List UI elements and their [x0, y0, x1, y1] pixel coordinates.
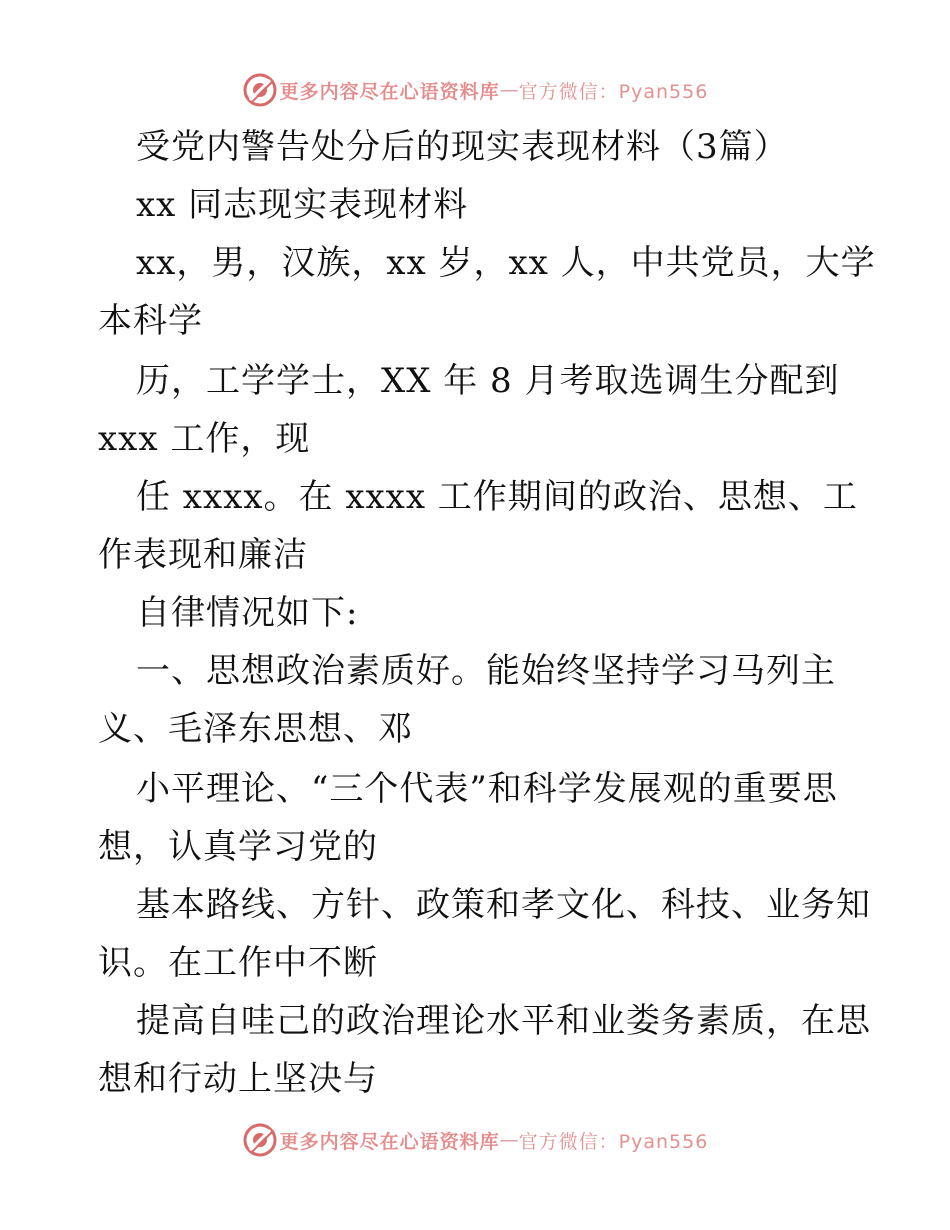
watermark-banner-bottom: [0, 1120, 950, 1160]
brand-logo-icon: [242, 72, 278, 108]
brand-logo-icon: [242, 1122, 278, 1158]
paragraph-line: 识。在工作中不断: [98, 943, 378, 983]
paragraph-line: 一、思想政治素质好。能始终坚持学习马列主: [136, 651, 836, 691]
paragraph-line: 作表现和廉洁: [98, 535, 308, 575]
watermark-separator: —: [499, 1129, 519, 1151]
paragraph-line: 义、毛泽东思想、邓: [98, 709, 413, 749]
paragraph-line: 想，认真学习党的: [98, 827, 378, 867]
paragraph-line: 基本路线、方针、政策和孝文化、科技、业务知: [136, 885, 871, 925]
watermark-official-account: 官方微信：Pyan556: [518, 1130, 709, 1153]
paragraph-line: xxx 工作，现: [98, 419, 311, 459]
paragraph-line: 历，工学学士，XX 年 8 月考取选调生分配到: [136, 361, 840, 401]
document-title: 受党内警告处分后的现实表现材料（3篇）: [136, 127, 789, 167]
watermark-brand-text: 更多内容尽在心语资料库: [279, 1130, 500, 1153]
paragraph-line: 自律情况如下:: [136, 593, 359, 633]
paragraph-line: xx，男，汉族，xx 岁，xx 人，中共党员，大学: [136, 243, 876, 283]
watermark-brand-text: 更多内容尽在心语资料库: [279, 80, 500, 103]
watermark-separator: —: [499, 79, 519, 101]
paragraph-line: 小平理论、“三个代表”和科学发展观的重要思: [136, 769, 838, 809]
paragraph-line: 任 xxxx。在 xxxx 工作期间的政治、思想、工: [136, 477, 858, 517]
watermark-banner-top: [0, 70, 950, 110]
paragraph-line: 想和行动上坚决与: [98, 1059, 378, 1099]
paragraph-line: 本科学: [98, 301, 203, 341]
paragraph-line: 提高自哇己的政治理论水平和业娄务素质，在思: [136, 1001, 871, 1041]
document-subtitle: xx 同志现实表现材料: [136, 185, 469, 225]
watermark-official-account: 官方微信：Pyan556: [518, 80, 709, 103]
